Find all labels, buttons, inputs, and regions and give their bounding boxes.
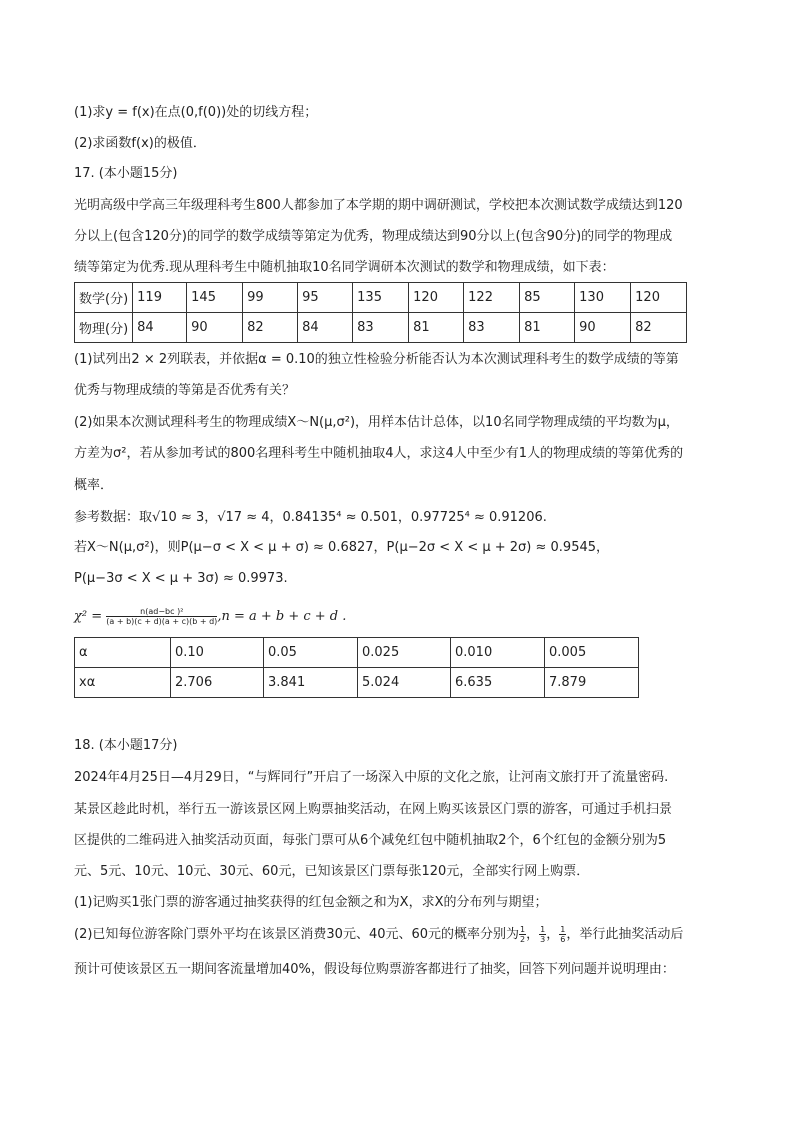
table-row	[75, 638, 639, 668]
q17-sub2-b: 方差为σ²，若从参加考试的800名理科考生中随机抽取4人，求这4人中至少有1人的物理成绩的等第优秀的	[74, 446, 684, 461]
formula-fraction	[106, 607, 217, 626]
table-cell: 0.010	[451, 638, 545, 668]
formula-lhs: χ² =	[74, 609, 103, 624]
table-cell: 5.024	[358, 668, 451, 698]
q18-sub1: (1)记购买1张门票的游客通过抽奖获得的红包金额之和为X，求X的分布列与期望；	[74, 895, 548, 910]
fraction-denominator: 6	[560, 935, 566, 944]
table-cell: 82	[243, 313, 298, 343]
table-cell: 81	[520, 313, 575, 343]
q18-intro-1: 2024年4月25日—4月29日，“与辉同行”开启了一场深入中原的文化之旅，让河南文旅打开了流量密码.	[74, 770, 669, 785]
fraction-denominator: 3	[540, 935, 546, 944]
fraction-denominator: 2	[520, 935, 526, 944]
q18-sub2-a-post: ，举行此抽奖活动后	[566, 927, 684, 942]
table-cell: 99	[243, 283, 298, 313]
q17-header: 17. (本小题15分)	[74, 166, 178, 181]
table-cell: 90	[187, 313, 243, 343]
table-row	[75, 283, 687, 313]
table-cell: 0.005	[545, 638, 639, 668]
q18-intro-3: 区提供的二维码进入抽奖活动页面，每张门票可从6个减免红包中随机抽取2个，6个红包的金额分别为5	[74, 833, 667, 848]
table-cell: 3.841	[264, 668, 358, 698]
q17-sub1-a: (1)试列出2 × 2列联表，并依据α = 0.10的独立性检验分析能否认为本次测试理科考生的数学成绩的等第	[74, 352, 679, 367]
q16-sub2: (2)求函数f(x)的极值．	[74, 136, 206, 151]
q17-sub1-b: 优秀与物理成绩的等第是否优秀有关？	[74, 383, 296, 398]
q18-sub2-b: 预计可使该景区五一期间客流量增加40%，假设每位购票游客都进行了抽奖，回答下列问题并说明理由：	[74, 962, 675, 977]
chi-square-formula	[74, 606, 346, 628]
q17-ref-2: 若X～N(μ,σ²)，则P(μ−σ < X < μ + σ) ≈ 0.6827，P(μ−2σ < X < μ + 2σ) ≈ 0.9545，	[74, 540, 610, 555]
fraction-one-third	[539, 925, 546, 944]
table-cell: 0.05	[264, 638, 358, 668]
table-cell: 120	[631, 283, 687, 313]
q17-intro-1: 光明高级中学高三年级理科考生800人都参加了本学期的期中调研测试，学校把本次测试数学成绩达到120	[74, 198, 683, 213]
table-cell: 0.025	[358, 638, 451, 668]
table-cell: 84	[298, 313, 353, 343]
table-cell: 数学(分)	[75, 283, 133, 313]
table-cell: 物理(分)	[75, 313, 133, 343]
table-cell: 130	[575, 283, 631, 313]
fraction-numerator: 1	[560, 925, 566, 934]
q17-ref-3: P(μ−3σ < X < μ + 3σ) ≈ 0.9973.	[74, 571, 288, 586]
table-cell: 7.879	[545, 668, 639, 698]
score-table	[74, 282, 687, 343]
formula-rhs: ,n = a + b + c + d .	[217, 609, 347, 624]
table-cell: α	[75, 638, 171, 668]
fraction-one-half	[519, 925, 526, 944]
critical-value-table	[74, 637, 639, 698]
table-row	[75, 668, 639, 698]
q17-ref-1: 参考数据：取√10 ≈ 3，√17 ≈ 4，0.84135⁴ ≈ 0.501，0.97725⁴ ≈ 0.91206.	[74, 510, 547, 525]
table-row	[75, 313, 687, 343]
table-cell: 122	[464, 283, 520, 313]
table-cell: 145	[187, 283, 243, 313]
table-cell: 120	[409, 283, 464, 313]
table-cell: 6.635	[451, 668, 545, 698]
formula-denominator: (a + b)(c + d)(a + c)(b + d)	[106, 617, 218, 626]
table-cell: 84	[133, 313, 187, 343]
q18-intro-4: 元、5元、10元、10元、30元、60元，已知该景区门票每张120元，全部实行网上购票．	[74, 864, 590, 879]
table-cell: 0.10	[171, 638, 264, 668]
table-cell: 90	[575, 313, 631, 343]
table-cell: 119	[133, 283, 187, 313]
table-cell: 83	[464, 313, 520, 343]
table-cell: 95	[298, 283, 353, 313]
q17-sub2-c: 概率．	[74, 478, 114, 493]
q17-intro-2: 分以上(包含120分)的同学的数学成绩等第定为优秀，物理成绩达到90分以上(包含90分)的同学的物理成	[74, 229, 673, 244]
formula-numerator: n(ad−bc )²	[106, 607, 217, 617]
q18-header: 18. (本小题17分)	[74, 738, 178, 753]
fraction-numerator: 1	[540, 925, 546, 934]
q18-intro-2: 某景区趁此时机，举行五一游该景区网上购票抽奖活动，在网上购买该景区门票的游客，可通过手机扫景	[74, 802, 673, 817]
table-cell: 2.706	[171, 668, 264, 698]
q18-sub2-a-pre: (2)已知每位游客除门票外平均在该景区消费30元、40元、60元的概率分别为	[74, 927, 520, 942]
q17-sub2-a: (2)如果本次测试理科考生的物理成绩X～N(μ,σ²)，用样本估计总体，以10名同学物理成绩的平均数为μ，	[74, 415, 679, 430]
q18-sub2-a: (2)已知每位游客除门票外平均在该景区消费30元、40元、60元的概率分别为 $\frac{1}{2}$ ， $\frac{1}{3}$ ， $\frac{1}{6}$ ，举行此抽奖活动后	[74, 925, 684, 944]
table-cell: 81	[409, 313, 464, 343]
table-cell: 85	[520, 283, 575, 313]
table-cell: 135	[353, 283, 409, 313]
table-cell: 82	[631, 313, 687, 343]
table-cell: xα	[75, 668, 171, 698]
q16-sub1: (1)求y = f(x)在点(0,f(0))处的切线方程；	[74, 105, 318, 120]
q17-intro-3: 绩等第定为优秀.现从理科考生中随机抽取10名同学调研本次测试的数学和物理成绩，如下表：	[74, 260, 615, 275]
fraction-numerator: 1	[520, 925, 526, 934]
table-cell: 83	[353, 313, 409, 343]
